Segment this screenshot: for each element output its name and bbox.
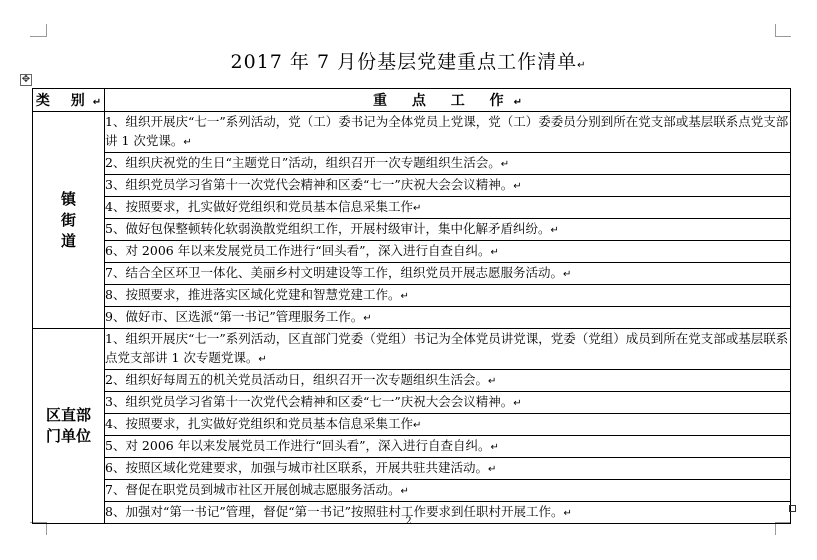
- table-row: [33, 392, 791, 414]
- work-item: 9、做好市、区选派“第一书记”管理服务工作。↵: [105, 307, 791, 329]
- table-row: [33, 112, 791, 153]
- work-item: 8、按照要求，推进落实区域化党建和智慧党建工作。↵: [105, 285, 791, 307]
- table-row: [33, 285, 791, 307]
- work-item: 6、按照区域化党建要求，加强与城市社区联系，开展共驻共建活动。↵: [105, 458, 791, 480]
- work-item: 5、对 2006 年以来发展党员工作进行“回头看”，深入进行自查自纠。↵: [105, 436, 791, 458]
- work-item: 3、组织党员学习省第十一次党代会精神和区委“七一”庆祝大会会议精神。↵: [105, 392, 791, 414]
- work-item: 5、做好包保整顿转化软弱涣散党组织工作，开展村级审计，集中化解矛盾纠纷。↵: [105, 219, 791, 241]
- work-item: 6、对 2006 年以来发展党员工作进行“回头看”，深入进行自查自纠。↵: [105, 241, 791, 263]
- header-work: 重 点 工 作↵: [105, 89, 791, 112]
- table-row: [33, 263, 791, 285]
- table-row: [33, 197, 791, 219]
- work-item: 7、结合全区环卫一体化、美丽乡村文明建设等工作，组织党员开展志愿服务活动。↵: [105, 263, 791, 285]
- work-list-table: [32, 88, 791, 524]
- crop-mark: [775, 36, 791, 37]
- table-row: [33, 219, 791, 241]
- work-item: 2、组织好每周五的机关党员活动日，组织召开一次专题组织生活会。↵: [105, 370, 791, 392]
- table-row: [33, 153, 791, 175]
- work-item: 1、组织开展庆“七一”系列活动，党（工）委书记为全体党员上党课，党（工）委委员分别到所在党支部或基层联系点党支部讲 1 次党课。↵: [105, 112, 791, 153]
- category-cell-town: 镇街道: [33, 112, 105, 329]
- table-row: [33, 436, 791, 458]
- work-item: 7、督促在职党员到城市社区开展创城志愿服务活动。↵: [105, 480, 791, 502]
- crop-mark: [775, 24, 776, 37]
- page-title-text: 2017 年 7 月份基层党建重点工作清单: [230, 51, 578, 73]
- table-row: [33, 241, 791, 263]
- header-category: 类 别↵: [33, 89, 105, 112]
- table-row: [33, 458, 791, 480]
- work-item: 1、组织开展庆“七一”系列活动，区直部门党委（党组）书记为全体党员讲党课，党委（党组）成员到所在党支部或基层联系点党支部讲 1 次专题党课。↵: [105, 329, 791, 370]
- crop-mark: [46, 24, 47, 37]
- category-cell-departments: 区直部门单位: [33, 329, 105, 524]
- table-resize-handle[interactable]: [789, 505, 796, 512]
- table-row: [33, 370, 791, 392]
- work-item: 8、加强对“第一书记”管理，督促“第一书记”按照驻村工作要求到任职村开展工作。↵: [105, 502, 791, 524]
- page-number: 2: [405, 516, 412, 527]
- table-row: [33, 414, 791, 436]
- work-item: 4、按照要求，扎实做好党组织和党员基本信息采集工作↵: [105, 197, 791, 219]
- cell-mark-icon: ↵: [92, 97, 102, 108]
- crop-mark: [30, 36, 46, 37]
- table-row: [33, 480, 791, 502]
- table-move-handle-icon[interactable]: ✥: [21, 74, 31, 85]
- table-header-row: [33, 89, 791, 112]
- table-row: [33, 329, 791, 370]
- work-item: 2、组织庆祝党的生日“主题党日”活动，组织召开一次专题组织生活会。↵: [105, 153, 791, 175]
- cell-mark-icon: ↵: [513, 97, 522, 108]
- page-title: [0, 47, 817, 74]
- work-item: 3、组织党员学习省第十一次党代会精神和区委“七一”庆祝大会会议精神。↵: [105, 175, 791, 197]
- table-row: [33, 307, 791, 329]
- table-row: [33, 175, 791, 197]
- paragraph-mark-icon: ↵: [577, 60, 587, 71]
- work-item: 4、按照要求，扎实做好党组织和党员基本信息采集工作↵: [105, 414, 791, 436]
